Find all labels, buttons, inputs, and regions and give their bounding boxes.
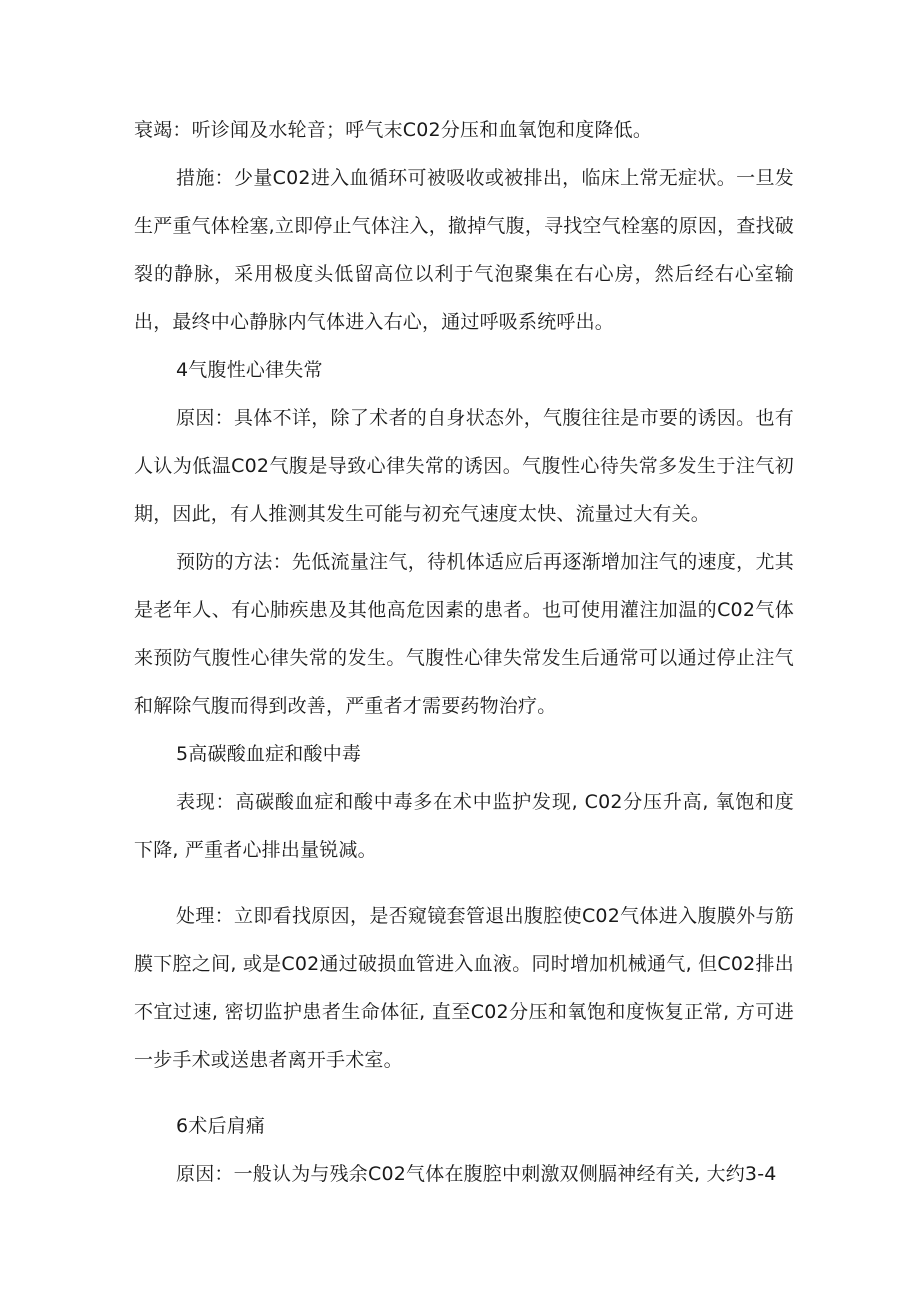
document-body <box>134 0 794 1198</box>
paragraph-manifestation: 表现：高碳酸血症和酸中毒多在术中监护发现, C02分压升高, 氧饱和度下降, 严重者心排出量锐减。 <box>134 791 794 861</box>
heading-shoulder-pain: 6术后肩痛 <box>176 1115 266 1137</box>
heading-pneumoperitoneum-arrhythmia: 4气腹性心律失常 <box>176 359 323 381</box>
heading-hypercapnia: 5高碳酸血症和酸中毒 <box>176 743 362 765</box>
paragraph-cause-shoulder-pain: 原因：一般认为与残余C02气体在腹腔中刺激双侧膈神经有关, 大约3-4 <box>176 1163 777 1185</box>
paragraph-treatment: 处理：立即看找原因，是否窥镜套管退出腹腔使C02气体进入腹膜外与筋膜下腔之间, 或是C02通过破损血管进入血液。同时增加机械通气, 但C02排出不宜过速, 密切监护患者生命体征, 直至C02分压和氧饱和度恢复正常, 方可进一步手术或送患者离开手术室。 <box>134 905 794 1071</box>
paragraph-cause-arrhythmia: 原因：具体不详，除了术者的自身状态外，气腹往往是市要的诱因。也有人认为低温C02气腹是导致心律失常的诱因。气腹性心待失常多发生于注气初期，因此，有人推测其发生可能与初充气速度太快、流量过大有关。 <box>134 407 794 525</box>
paragraph-respiratory-failure: 衰竭：听诊闻及水轮音；呼气末C02分压和血氧饱和度降低。 <box>134 119 653 141</box>
paragraph-measures: 措施：少量C02进入血循环可被吸收或被排出，临床上常无症状。一旦发生严重气体栓塞,立即停止气体注入，撤掉气腹，寻找空气栓塞的原因，查找破裂的静脉，采用极度头低留高位以利于气泡聚集在右心房，然后经右心室输出，最终中心静脉内气体进入右心，通过呼吸系统呼出。 <box>134 167 794 333</box>
paragraph-prevention: 预防的方法：先低流量注气，待机体适应后再逐渐增加注气的速度，尤其是老年人、有心肺疾患及其他高危因素的患者。也可使用灌注加温的C02气体来预防气腹性心律失常的发生。气腹性心律失常发生后通常可以通过停止注气和解除气腹而得到改善，严重者才需要药物治疗。 <box>134 551 794 717</box>
